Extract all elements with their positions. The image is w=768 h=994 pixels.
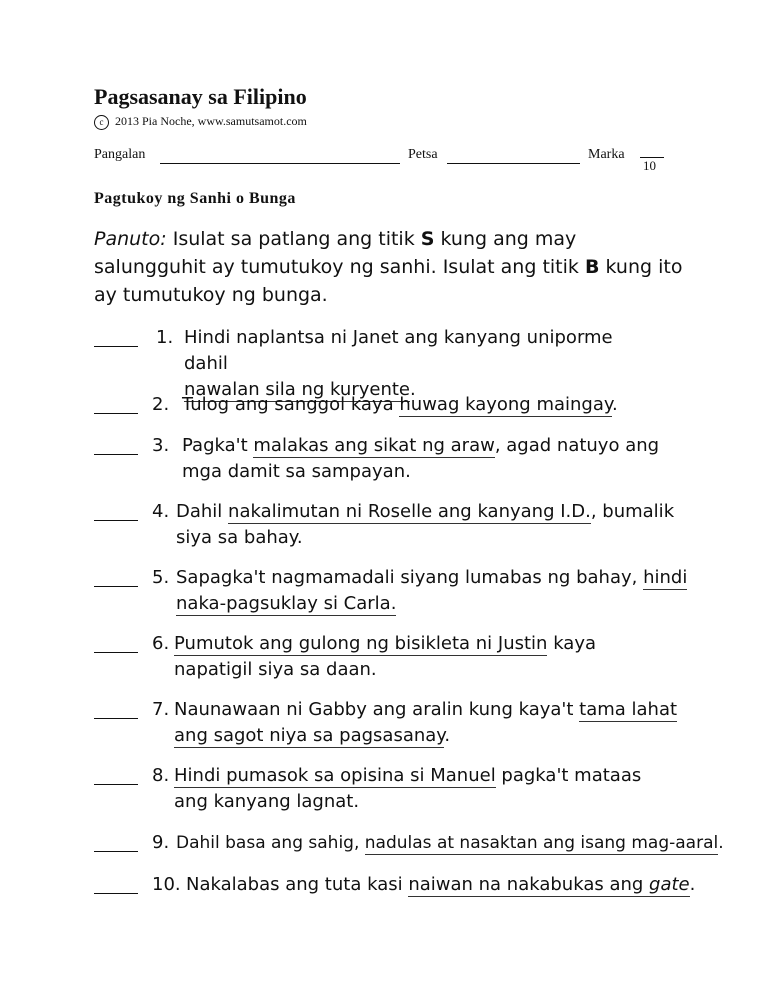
date-label: Petsa xyxy=(408,147,438,162)
answer-blank-3[interactable] xyxy=(94,454,138,455)
list-item xyxy=(94,325,694,400)
item-number: 5. xyxy=(152,567,170,588)
item-text-b: , agad natuyo ang mga damit sa sampayan. xyxy=(182,435,660,482)
instructions-part2: kung ang may salungguhit ay tumutukoy ng sanhi. Isulat ang titik xyxy=(94,228,579,278)
item-number: 10. xyxy=(152,874,181,895)
item-text xyxy=(174,697,694,749)
item-number: 3. xyxy=(152,435,170,456)
item-number: 6. xyxy=(152,633,170,654)
item-underlined: hindi naka-pagsuklay si Carla. xyxy=(176,567,688,614)
list-item xyxy=(94,697,714,749)
instructions xyxy=(94,225,694,309)
item-text-b: . xyxy=(444,725,451,746)
item-text xyxy=(176,830,724,856)
letter-b: B xyxy=(584,256,600,278)
item-text-b: , bumalik siya sa bahay. xyxy=(176,501,675,548)
list-item xyxy=(94,763,694,815)
item-text-b: . xyxy=(718,833,724,853)
answer-blank-9[interactable] xyxy=(94,851,138,852)
instructions-part3: kung ito ay tumutukoy ng bunga. xyxy=(94,256,683,306)
list-item xyxy=(94,565,714,617)
name-field[interactable] xyxy=(160,163,400,164)
item-text xyxy=(174,763,674,815)
item-text-a: Tulog ang sanggol kaya xyxy=(182,394,400,415)
item-underlined-text: naiwan na nakabukas ang xyxy=(408,874,650,895)
item-number: 8. xyxy=(152,765,170,786)
item-number: 2. xyxy=(152,394,170,415)
list-item xyxy=(94,392,694,422)
copyright-icon: c xyxy=(94,115,109,130)
date-field[interactable] xyxy=(447,163,580,164)
item-number: 9. xyxy=(152,832,170,853)
item-underlined: huwag kayong maingay xyxy=(399,394,612,415)
item-number: 4. xyxy=(152,501,170,522)
item-underlined-italic: gate xyxy=(649,874,690,895)
answer-blank-10[interactable] xyxy=(94,893,138,894)
item-underlined: nakalimutan ni Roselle ang kanyang I.D. xyxy=(228,501,591,522)
item-number: 1. xyxy=(156,327,174,348)
item-text-a: Dahil xyxy=(176,501,229,522)
answer-blank-2[interactable] xyxy=(94,413,138,414)
copyright-text: 2013 Pia Noche, www.samutsamot.com xyxy=(115,114,307,128)
item-text-b: . xyxy=(689,874,696,895)
item-text-b: kaya napatigil siya sa daan. xyxy=(174,633,597,680)
item-text xyxy=(176,565,696,617)
item-text-a: Sapagka't nagmamadali siyang lumabas ng bahay, xyxy=(176,567,644,588)
item-underlined xyxy=(408,874,689,897)
item-text-a: Dahil basa ang sahig, xyxy=(176,833,365,853)
answer-blank-4[interactable] xyxy=(94,520,138,521)
item-text-b: . xyxy=(409,379,416,400)
item-underlined: Pumutok ang gulong ng bisikleta ni Justin xyxy=(174,633,548,654)
page-title: Pagsasanay sa Filipino xyxy=(94,84,307,109)
item-text-a: Hindi naplantsa ni Janet ang kanyang uniporme dahil xyxy=(184,327,613,374)
answer-blank-8[interactable] xyxy=(94,784,138,785)
item-text xyxy=(182,392,682,418)
item-underlined: nawalan sila ng kuryente xyxy=(184,379,410,400)
item-text xyxy=(186,872,696,898)
item-text xyxy=(176,499,691,551)
item-underlined: tama lahat ang sagot niya sa pagsasanay xyxy=(174,699,678,746)
letter-s: S xyxy=(420,228,435,250)
item-text xyxy=(174,631,674,683)
item-underlined: nadulas at nasaktan ang isang mag-aaral xyxy=(364,833,719,853)
answer-blank-5[interactable] xyxy=(94,586,138,587)
instructions-label: Panuto: xyxy=(94,228,167,250)
item-text xyxy=(182,433,682,485)
copyright-line xyxy=(94,114,307,130)
item-text-a: Nakalabas ang tuta kasi xyxy=(186,874,409,895)
item-underlined: Hindi pumasok sa opisina si Manuel xyxy=(174,765,496,786)
item-text-b: . xyxy=(611,394,618,415)
answer-blank-1[interactable] xyxy=(94,346,138,347)
answer-blank-7[interactable] xyxy=(94,718,138,719)
score-label: Marka xyxy=(588,147,625,162)
item-number: 7. xyxy=(152,699,170,720)
answer-blank-6[interactable] xyxy=(94,652,138,653)
section-title: Pagtukoy ng Sanhi o Bunga xyxy=(94,190,296,207)
instructions-part1: Isulat sa patlang ang titik xyxy=(172,228,415,250)
name-label: Pangalan xyxy=(94,147,146,162)
list-item xyxy=(94,830,724,860)
item-text-a: Pagka't xyxy=(182,435,254,456)
item-underlined: malakas ang sikat ng araw xyxy=(253,435,495,456)
list-item xyxy=(94,499,694,551)
list-item xyxy=(94,433,694,485)
list-item xyxy=(94,872,714,902)
item-text-a: Naunawaan ni Gabby ang aralin kung kaya't xyxy=(174,699,580,720)
score-total: 10 xyxy=(643,158,656,173)
item-text-b: pagka't mataas ang kanyang lagnat. xyxy=(174,765,642,812)
list-item xyxy=(94,631,694,683)
